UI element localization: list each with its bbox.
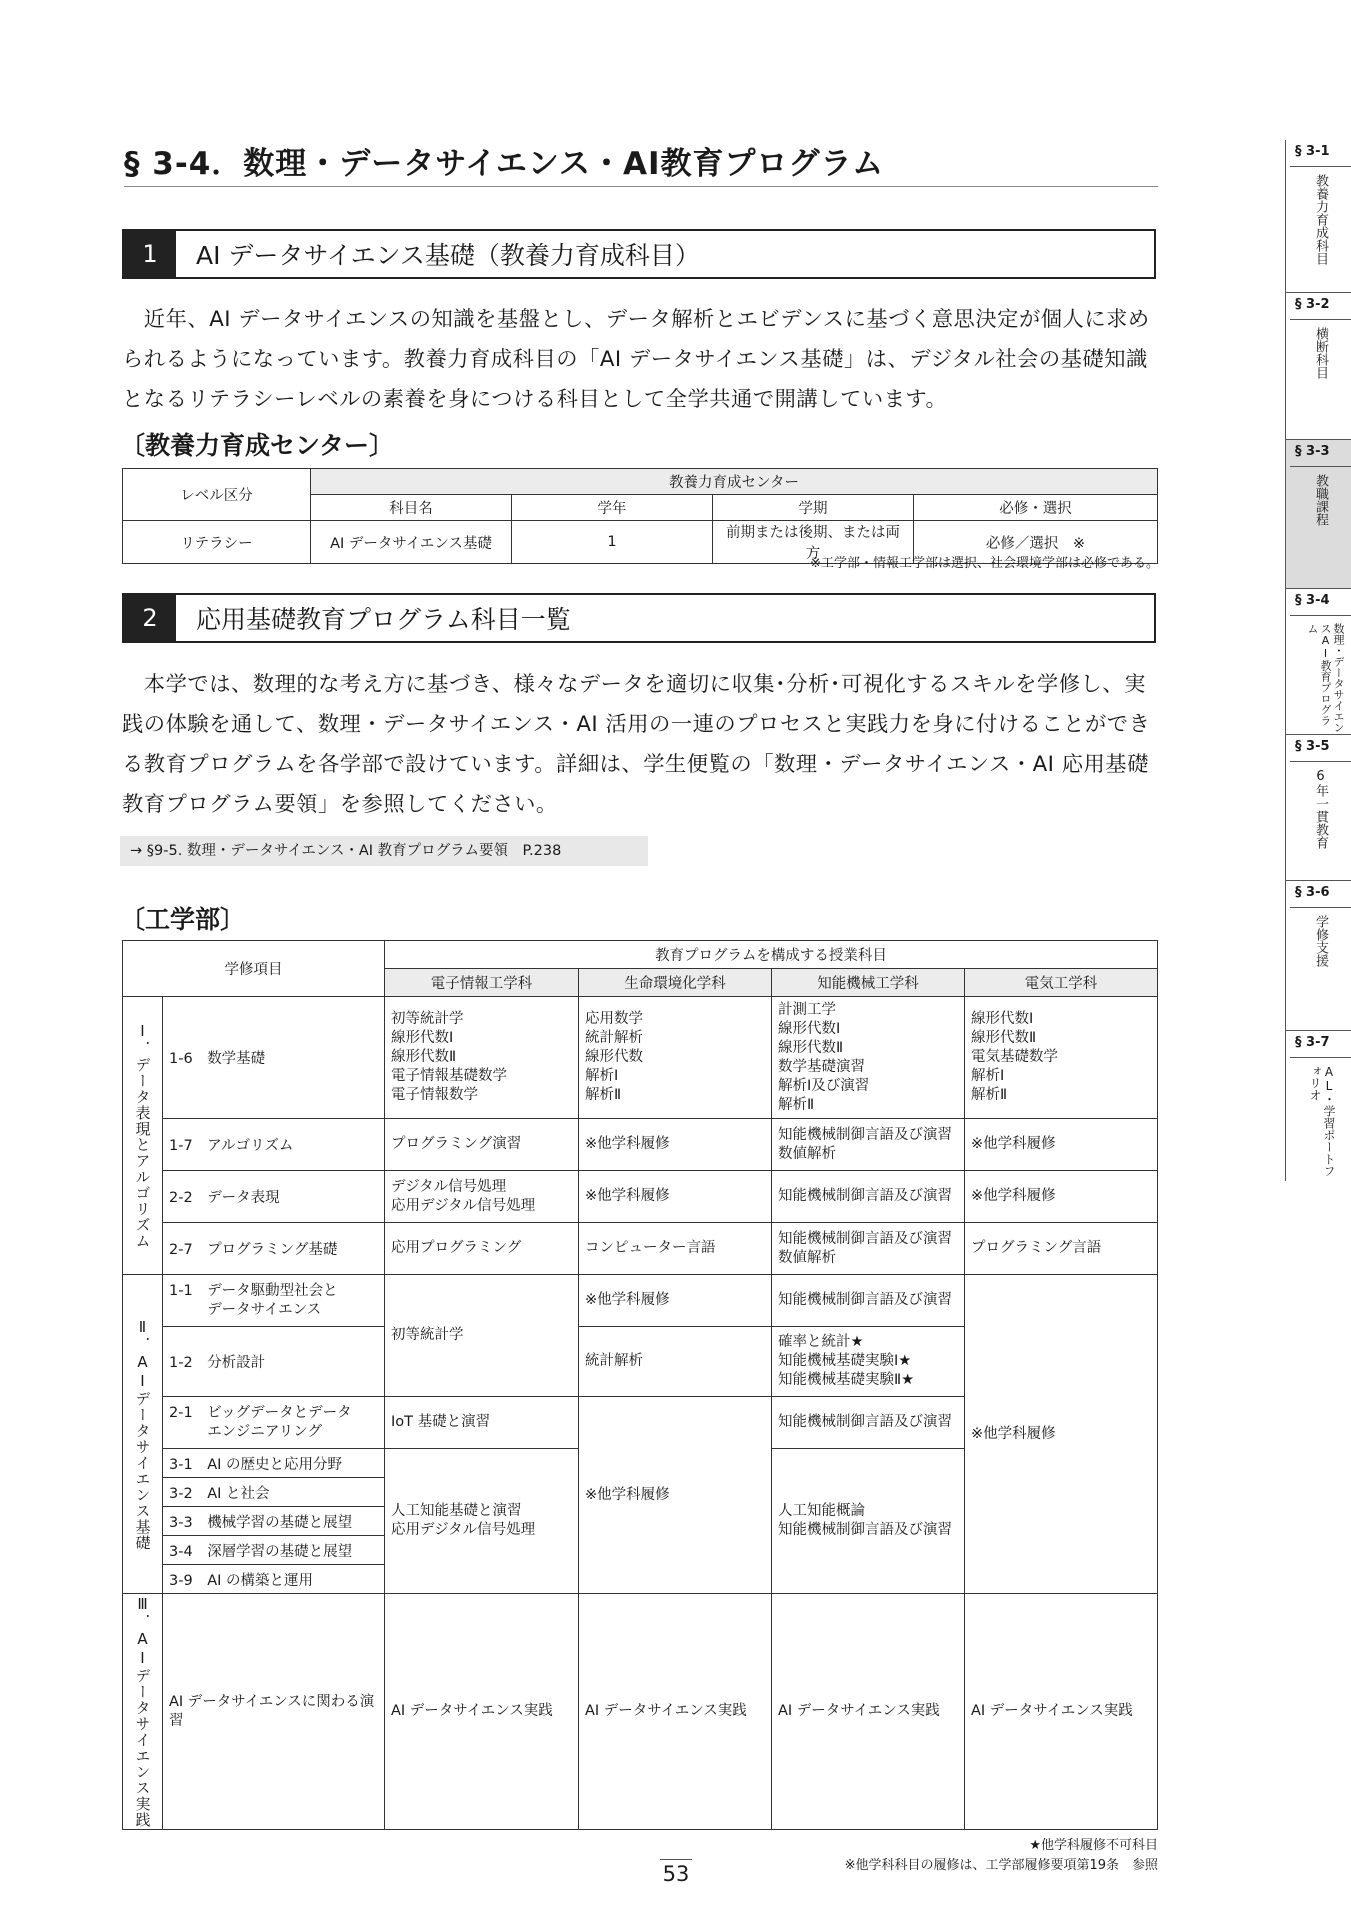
center-header: 教養力育成センター: [311, 469, 1158, 495]
col-term: 学期: [713, 495, 914, 521]
col-year: 学年: [512, 495, 713, 521]
section-title-rule: [124, 186, 1158, 187]
dept-life-env-chem: 生命環境化学科: [579, 969, 772, 997]
cell-required: 必修／選択 ※: [914, 521, 1158, 564]
cell: 人工知能基礎と演習 応用デジタル信号処理: [385, 1449, 579, 1594]
page-number-rule: [660, 1859, 692, 1860]
col-required: 必修・選択: [914, 495, 1158, 521]
item-practice: AI データサイエンスに関わる演習: [163, 1594, 385, 1830]
cell: 確率と統計★ 知能機械基礎実験Ⅰ★ 知能機械基礎実験Ⅱ★: [772, 1327, 965, 1397]
engineering-subheading: 〔工学部〕: [120, 905, 246, 934]
item-2-7: 2-7 プログラミング基礎: [163, 1223, 385, 1275]
cell-term: 前期または後期、または両方: [713, 521, 914, 564]
subsection-1-header: [122, 229, 1156, 279]
header-learning-item: 学修項目: [123, 941, 385, 997]
cell-subject: AI データサイエンス基礎: [311, 521, 512, 564]
item-3-4: 3-4 深層学習の基礎と展望: [163, 1536, 385, 1565]
subsection-1-paragraph: 近年、AI データサイエンスの知識を基盤とし、データ解析とエビデンスに基づく意思決定が個人に求められるようになっています。教養力育成科目の「AI データサイエンス基礎」は、デジタル社会の基礎知識となるリテラシーレベルの素養を身につける科目として全学共通で開講しています。: [122, 307, 1150, 412]
cell: プログラミング言語: [965, 1223, 1158, 1275]
literacy-table: [122, 468, 1158, 564]
reference-link[interactable]: → §9-5. 数理・データサイエンス・AI 教育プログラム要領 P.238: [120, 836, 648, 866]
item-3-9: 3-9 AI の構築と運用: [163, 1565, 385, 1594]
item-3-3: 3-3 機械学習の基礎と展望: [163, 1507, 385, 1536]
group-2-label: Ⅱ．AIデータサイエンス基礎: [123, 1275, 163, 1594]
item-1-6: 1-6 数学基礎: [163, 997, 385, 1119]
cell: 統計解析: [579, 1327, 772, 1397]
item-3-2: 3-2 AI と社会: [163, 1478, 385, 1507]
subsection-number: 1: [124, 231, 176, 277]
cell-year: 1: [512, 521, 713, 564]
item-3-1: 3-1 AI の歴史と応用分野: [163, 1449, 385, 1478]
cell: 応用プログラミング: [385, 1223, 579, 1275]
header-program-subjects: 教育プログラムを構成する授業科目: [385, 941, 1158, 969]
cell: 初等統計学 線形代数Ⅰ 線形代数Ⅱ 電子情報基礎数学 電子情報数学: [385, 997, 579, 1119]
cell: 計測工学 線形代数Ⅰ 線形代数Ⅱ 数学基礎演習 解析Ⅰ及び演習 解析Ⅱ: [772, 997, 965, 1119]
cell: ※他学科履修: [579, 1275, 772, 1327]
subsection-2-header: [122, 593, 1156, 643]
cell: 知能機械制御言語及び演習: [772, 1171, 965, 1223]
cell: AI データサイエンス実践: [965, 1594, 1158, 1830]
group-3-label: Ⅲ．AIデータサイエンス実践: [123, 1594, 163, 1830]
legend-note: ※他学科科目の履修は、工学部履修要項第19条 参照: [844, 1858, 1158, 1873]
cell: IoT 基礎と演習: [385, 1397, 579, 1449]
cell: 知能機械制御言語及び演習: [772, 1275, 965, 1327]
subsection-title: 応用基礎教育プログラム科目一覧: [196, 605, 571, 634]
cell: デジタル信号処理 応用デジタル信号処理: [385, 1171, 579, 1223]
index-tab-3-3[interactable]: § 3-3 教職課程: [1285, 440, 1351, 589]
cell: 応用数学 統計解析 線形代数 解析Ⅰ 解析Ⅱ: [579, 997, 772, 1119]
cell: AI データサイエンス実践: [579, 1594, 772, 1830]
item-1-7: 1-7 アルゴリズム: [163, 1119, 385, 1171]
col-subject: 科目名: [311, 495, 512, 521]
page-number: 53: [662, 1862, 690, 1886]
group-1-label: Ⅰ．データ表現とアルゴリズム: [123, 997, 163, 1275]
cell: ※他学科履修: [965, 1171, 1158, 1223]
item-1-2: 1-2 分析設計: [163, 1327, 385, 1397]
index-tab-3-4[interactable]: § 3-4 数理・データサイエンスAI教育プログラム: [1285, 589, 1351, 735]
index-tab-3-2[interactable]: § 3-2 横断科目: [1285, 293, 1351, 440]
index-tab-3-7[interactable]: § 3-7 AL・学習ポートフォリオ: [1285, 1031, 1351, 1181]
cell: ※他学科履修: [579, 1119, 772, 1171]
cell: 知能機械制御言語及び演習: [772, 1397, 965, 1449]
cell: ※他学科履修: [965, 1275, 1158, 1594]
item-1-1: 1-1 データ駆動型社会と データサイエンス: [163, 1275, 385, 1327]
subsection-number: 2: [124, 595, 176, 641]
subsection-2-paragraph: 本学では、数理的な考え方に基づき、様々なデータを適切に収集･分析･可視化するスキルを学修し、実践の体験を通して、数理・データサイエンス・AI 活用の一連のプロセスと実践力を身に付けることができる教育プログラムを各学部で設けています。詳細は、学生便覧の「数理・データサイエンス・AI 応用基礎教育プログラム要領」を参照してください。: [122, 672, 1151, 817]
item-2-1: 2-1 ビッグデータとデータ エンジニアリング: [163, 1397, 385, 1449]
cell: ※他学科履修: [965, 1119, 1158, 1171]
cell: コンピューター言語: [579, 1223, 772, 1275]
cell: 知能機械制御言語及び演習 数値解析: [772, 1119, 965, 1171]
subsection-title: AI データサイエンス基礎（教養力育成科目）: [196, 241, 700, 270]
index-tab-3-6[interactable]: § 3-6 学修支援: [1285, 881, 1351, 1031]
cell: 人工知能概論 知能機械制御言語及び演習: [772, 1449, 965, 1594]
cell: 線形代数Ⅰ 線形代数Ⅱ 電気基礎数学 解析Ⅰ 解析Ⅱ: [965, 997, 1158, 1119]
table-footnote: ※工学部・情報工学部は選択、社会環境学部は必修である。: [810, 556, 1159, 571]
cell: AI データサイエンス実践: [772, 1594, 965, 1830]
dept-intelligent-mech: 知能機械工学科: [772, 969, 965, 997]
cell: 初等統計学: [385, 1275, 579, 1397]
cell: AI データサイエンス実践: [385, 1594, 579, 1830]
index-tab-3-1[interactable]: § 3-1 教養力育成科目: [1285, 140, 1351, 293]
legend-star: ★他学科履修不可科目: [1029, 1838, 1158, 1853]
dept-electronic-info: 電子情報工学科: [385, 969, 579, 997]
dept-electrical: 電気工学科: [965, 969, 1158, 997]
section-title: § 3-4．数理・データサイエンス・AI教育プログラム: [124, 146, 885, 182]
center-subheading: 〔教養力育成センター〕: [120, 431, 395, 460]
index-tab-3-5[interactable]: § 3-5 6年一貫教育: [1285, 735, 1351, 881]
cell: プログラミング演習: [385, 1119, 579, 1171]
engineering-program-table: [122, 940, 1158, 1830]
cell: 知能機械制御言語及び演習 数値解析: [772, 1223, 965, 1275]
level-header: レベル区分: [123, 469, 311, 521]
cell: ※他学科履修: [579, 1397, 772, 1594]
item-2-2: 2-2 データ表現: [163, 1171, 385, 1223]
cell-level: リテラシー: [123, 521, 311, 564]
cell: ※他学科履修: [579, 1171, 772, 1223]
